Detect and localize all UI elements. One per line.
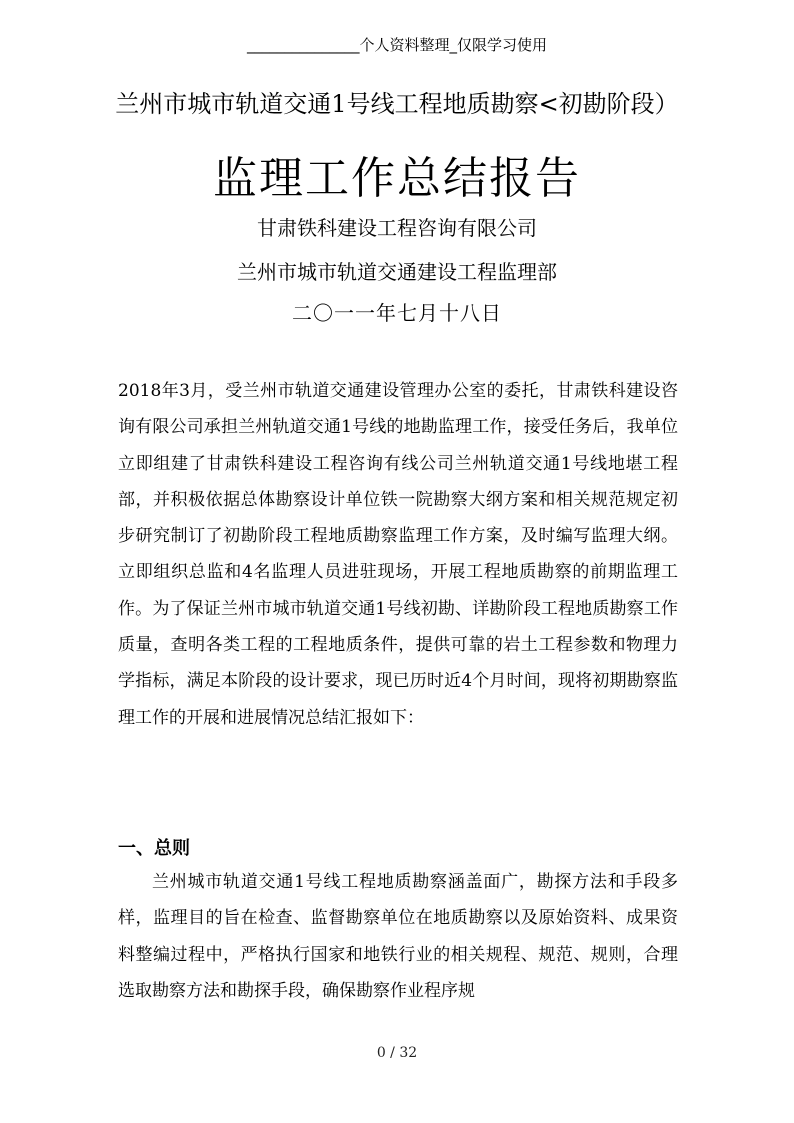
department-name: 兰州市城市轨道交通建设工程监理部 — [237, 260, 557, 284]
organization-name: 甘肃铁科建设工程咨询有限公司 — [257, 216, 537, 240]
document-title: 监理工作总结报告 — [213, 153, 581, 204]
section-paragraph: 兰州城市轨道交通1号线工程地质勘察涵盖面广，勘探方法和手段多样，监理目的旨在检查、监督勘察单位在地质勘察以及原始资料、成果资料整编过程中，严格执行国家和地铁行业的相关规程、规范、规则，合理选取勘察方法和勘探手段，确保勘察作业程序规 — [118, 872, 678, 1001]
document-date: 二〇一一年七月十八日 — [292, 301, 502, 325]
page-number: 0 / 32 — [376, 1045, 418, 1061]
section-heading: 一、总则 — [118, 838, 190, 859]
intro-paragraph: 2018年3月，受兰州市轨道交通建设管理办公室的委托，甘肃铁科建设咨询有限公司承担兰州轨道交通1号线的地勘监理工作，接受任务后，我单位立即组建了甘肃铁科建设工程咨询有线公司兰州轨道交通1号线地堪工程部，并积极依据总体勘察设计单位铁一院勘察大纲方案和相关规范规定初步研究制订了初勘阶段工程地质勘察监理工作方案，及时编写监理大纲。立即组织总监和4名监理人员进驻现场，开展工程地质勘察的前期监理工作。为了保证兰州市城市轨道交通1号线初勘、详勘阶段工程地质勘察工作质量，查明各类工程的工程地质条件，提供可靠的岩土工程参数和物理力学指标，满足本阶段的设计要求，现已历时近4个月时间，现将初期勘察监理工作的开展和进展情况总结汇报如下： — [118, 381, 678, 728]
page-header: _______________个人资料整理_仅限学习使用 — [246, 36, 547, 54]
document-subtitle: 兰州市城市轨道交通1号线工程地质勘察<初勘阶段） — [115, 90, 679, 118]
